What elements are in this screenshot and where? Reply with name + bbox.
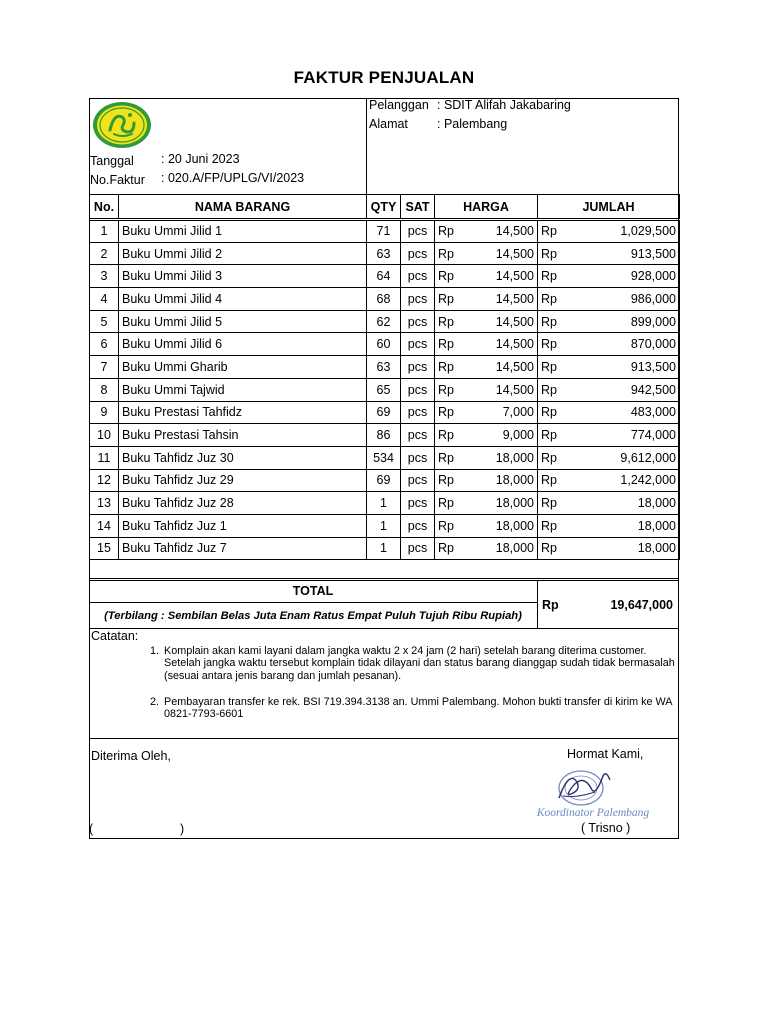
total-divider (89, 602, 537, 603)
cell-jumlah: 913,500 (564, 356, 680, 379)
cell-jumlah-currency: Rp (538, 220, 564, 243)
cell-no: 11 (90, 446, 119, 469)
cell-no: 15 (90, 537, 119, 560)
cell-nama-barang: Buku Ummi Jilid 4 (119, 288, 367, 311)
table-row (90, 288, 680, 311)
svg-text:Koordinator Palembang: Koordinator Palembang (536, 807, 650, 819)
cell-no: 13 (90, 492, 119, 515)
cell-qty: 1 (367, 514, 401, 537)
alamat-value: : Palembang (437, 117, 508, 131)
col-header-nama: NAMA BARANG (119, 195, 367, 220)
cell-jumlah-currency: Rp (538, 537, 564, 560)
col-header-qty: QTY (367, 195, 401, 220)
cell-nama-barang: Buku Prestasi Tahsin (119, 424, 367, 447)
cell-harga: 18,000 (461, 492, 538, 515)
cell-sat: pcs (401, 537, 435, 560)
table-row (90, 537, 680, 560)
col-header-no: No. (90, 195, 119, 220)
cell-jumlah-currency: Rp (538, 378, 564, 401)
cell-sat: pcs (401, 401, 435, 424)
cell-qty: 71 (367, 220, 401, 243)
table-row (90, 424, 680, 447)
col-header-harga: HARGA (435, 195, 538, 220)
cell-harga-currency: Rp (435, 288, 461, 311)
cell-jumlah-currency: Rp (538, 401, 564, 424)
cell-jumlah-currency: Rp (538, 492, 564, 515)
cell-jumlah: 483,000 (564, 401, 680, 424)
cell-no: 9 (90, 401, 119, 424)
table-row (90, 242, 680, 265)
cell-sat: pcs (401, 424, 435, 447)
items-body (90, 220, 680, 560)
cell-jumlah: 774,000 (564, 424, 680, 447)
cell-harga-currency: Rp (435, 242, 461, 265)
cell-harga-currency: Rp (435, 446, 461, 469)
cell-qty: 69 (367, 401, 401, 424)
cell-nama-barang: Buku Tahfidz Juz 1 (119, 514, 367, 537)
cell-harga-currency: Rp (435, 356, 461, 379)
items-table (89, 194, 680, 560)
tanggal-value: : 20 Juni 2023 (161, 152, 240, 166)
cell-nama-barang: Buku Ummi Gharib (119, 356, 367, 379)
cell-harga-currency: Rp (435, 220, 461, 243)
col-header-jumlah: JUMLAH (538, 195, 680, 220)
cell-no: 12 (90, 469, 119, 492)
terbilang-text: (Terbilang : Sembilan Belas Juta Enam Ratus Empat Puluh Tujuh Ribu Rupiah) (104, 610, 522, 622)
cell-no: 1 (90, 220, 119, 243)
cell-sat: pcs (401, 514, 435, 537)
cell-no: 4 (90, 288, 119, 311)
cell-sat: pcs (401, 333, 435, 356)
cell-jumlah-currency: Rp (538, 242, 564, 265)
cell-jumlah: 870,000 (564, 333, 680, 356)
cell-qty: 65 (367, 378, 401, 401)
cell-qty: 534 (367, 446, 401, 469)
cell-sat: pcs (401, 492, 435, 515)
ummi-logo-icon (92, 101, 152, 149)
cell-jumlah: 9,612,000 (564, 446, 680, 469)
cell-jumlah-currency: Rp (538, 356, 564, 379)
cell-harga-currency: Rp (435, 492, 461, 515)
cell-qty: 86 (367, 424, 401, 447)
signature-top-border (89, 738, 679, 739)
cell-sat: pcs (401, 356, 435, 379)
cell-sat: pcs (401, 378, 435, 401)
cell-no: 8 (90, 378, 119, 401)
tanggal-label: Tanggal (90, 154, 134, 168)
cell-jumlah-currency: Rp (538, 265, 564, 288)
cell-harga: 14,500 (461, 265, 538, 288)
page-title: FAKTUR PENJUALAN (293, 68, 475, 87)
cell-harga: 14,500 (461, 288, 538, 311)
cell-qty: 62 (367, 310, 401, 333)
table-row (90, 492, 680, 515)
cell-qty: 1 (367, 537, 401, 560)
cell-no: 7 (90, 356, 119, 379)
signer-name: ( Trisno ) (581, 821, 631, 835)
cell-harga: 9,000 (461, 424, 538, 447)
catatan-list (146, 645, 677, 734)
cell-qty: 69 (367, 469, 401, 492)
cell-jumlah: 18,000 (564, 514, 680, 537)
table-row (90, 220, 680, 243)
cell-sat: pcs (401, 288, 435, 311)
cell-nama-barang: Buku Ummi Tajwid (119, 378, 367, 401)
cell-jumlah-currency: Rp (538, 333, 564, 356)
cell-qty: 60 (367, 333, 401, 356)
catatan-label: Catatan: (91, 629, 139, 643)
table-row (90, 333, 680, 356)
cell-nama-barang: Buku Tahfidz Juz 28 (119, 492, 367, 515)
cell-harga: 14,500 (461, 378, 538, 401)
catatan-item: 2. Pembayaran transfer ke rek. BSI 719.394.3138 an. Ummi Palembang. Mohon bukti transfer di kirim ke WA 0821-7793-6601 (162, 696, 677, 721)
cell-no: 14 (90, 514, 119, 537)
cell-nama-barang: Buku Ummi Jilid 5 (119, 310, 367, 333)
cell-qty: 68 (367, 288, 401, 311)
cell-harga: 18,000 (461, 469, 538, 492)
catatan-item: 1. Komplain akan kami layani dalam jangka waktu 2 x 24 jam (2 hari) setelah barang diterima customer. Setelah jangka waktu tersebut komplain tidak dilayani dan status barang dianggap sudah tidak bermasalah (sesuai antara jenis barang dan jumlah pesanan). (162, 645, 677, 682)
cell-nama-barang: Buku Ummi Jilid 3 (119, 265, 367, 288)
cell-nama-barang: Buku Ummi Jilid 2 (119, 242, 367, 265)
cell-jumlah-currency: Rp (538, 514, 564, 537)
pelanggan-value: : SDIT Alifah Jakabaring (437, 98, 571, 112)
received-by-label: Diterima Oleh, (91, 749, 171, 763)
cell-jumlah: 18,000 (564, 492, 680, 515)
alamat-label: Alamat (369, 117, 408, 131)
regards-label: Hormat Kami, (567, 747, 644, 761)
table-row (90, 469, 680, 492)
cell-harga-currency: Rp (435, 333, 461, 356)
cell-nama-barang: Buku Ummi Jilid 1 (119, 220, 367, 243)
cell-harga: 14,500 (461, 242, 538, 265)
cell-no: 6 (90, 333, 119, 356)
cell-harga-currency: Rp (435, 514, 461, 537)
cell-harga: 18,000 (461, 537, 538, 560)
cell-jumlah-currency: Rp (538, 288, 564, 311)
cell-jumlah-currency: Rp (538, 446, 564, 469)
signature-stamp-icon (511, 768, 671, 820)
cell-nama-barang: Buku Ummi Jilid 6 (119, 333, 367, 356)
cell-harga-currency: Rp (435, 469, 461, 492)
cell-jumlah-currency: Rp (538, 424, 564, 447)
cell-jumlah-currency: Rp (538, 469, 564, 492)
header-divider (366, 98, 367, 194)
cell-sat: pcs (401, 469, 435, 492)
cell-qty: 63 (367, 242, 401, 265)
table-row (90, 356, 680, 379)
receiver-paren-close: ) (180, 822, 185, 836)
cell-jumlah: 942,500 (564, 378, 680, 401)
cell-sat: pcs (401, 242, 435, 265)
nofaktur-label: No.Faktur (90, 173, 145, 187)
cell-nama-barang: Buku Prestasi Tahfidz (119, 401, 367, 424)
table-row (90, 265, 680, 288)
cell-nama-barang: Buku Tahfidz Juz 30 (119, 446, 367, 469)
cell-no: 2 (90, 242, 119, 265)
cell-harga: 18,000 (461, 514, 538, 537)
table-row (90, 310, 680, 333)
total-bottom-border (89, 628, 679, 629)
cell-jumlah: 18,000 (564, 537, 680, 560)
cell-qty: 1 (367, 492, 401, 515)
cell-jumlah: 986,000 (564, 288, 680, 311)
cell-qty: 64 (367, 265, 401, 288)
cell-harga-currency: Rp (435, 378, 461, 401)
table-row (90, 401, 680, 424)
cell-jumlah: 1,242,000 (564, 469, 680, 492)
cell-qty: 63 (367, 356, 401, 379)
table-row (90, 446, 680, 469)
cell-harga: 14,500 (461, 310, 538, 333)
total-label: TOTAL (292, 584, 334, 598)
total-section (89, 578, 679, 629)
pelanggan-label: Pelanggan (369, 98, 429, 112)
cell-harga-currency: Rp (435, 265, 461, 288)
cell-sat: pcs (401, 310, 435, 333)
cell-harga: 14,500 (461, 333, 538, 356)
cell-sat: pcs (401, 446, 435, 469)
cell-harga-currency: Rp (435, 401, 461, 424)
table-row (90, 378, 680, 401)
cell-jumlah: 913,500 (564, 242, 680, 265)
cell-nama-barang: Buku Tahfidz Juz 29 (119, 469, 367, 492)
total-value: 19,647,000 (610, 598, 673, 612)
cell-harga: 14,500 (461, 356, 538, 379)
cell-harga-currency: Rp (435, 310, 461, 333)
total-column-divider (537, 581, 538, 629)
nofaktur-value: : 020.A/FP/UPLG/VI/2023 (161, 171, 305, 185)
cell-sat: pcs (401, 265, 435, 288)
cell-jumlah: 899,000 (564, 310, 680, 333)
total-currency: Rp (542, 598, 559, 612)
receiver-paren-open: ( (89, 822, 94, 836)
cell-no: 5 (90, 310, 119, 333)
table-header-row (90, 195, 680, 220)
col-header-sat: SAT (401, 195, 435, 220)
cell-nama-barang: Buku Tahfidz Juz 7 (119, 537, 367, 560)
cell-harga: 7,000 (461, 401, 538, 424)
cell-sat: pcs (401, 220, 435, 243)
cell-harga-currency: Rp (435, 537, 461, 560)
cell-no: 3 (90, 265, 119, 288)
cell-jumlah: 928,000 (564, 265, 680, 288)
cell-harga-currency: Rp (435, 424, 461, 447)
cell-jumlah: 1,029,500 (564, 220, 680, 243)
cell-jumlah-currency: Rp (538, 310, 564, 333)
cell-harga: 18,000 (461, 446, 538, 469)
table-row (90, 514, 680, 537)
cell-harga: 14,500 (461, 220, 538, 243)
cell-no: 10 (90, 424, 119, 447)
